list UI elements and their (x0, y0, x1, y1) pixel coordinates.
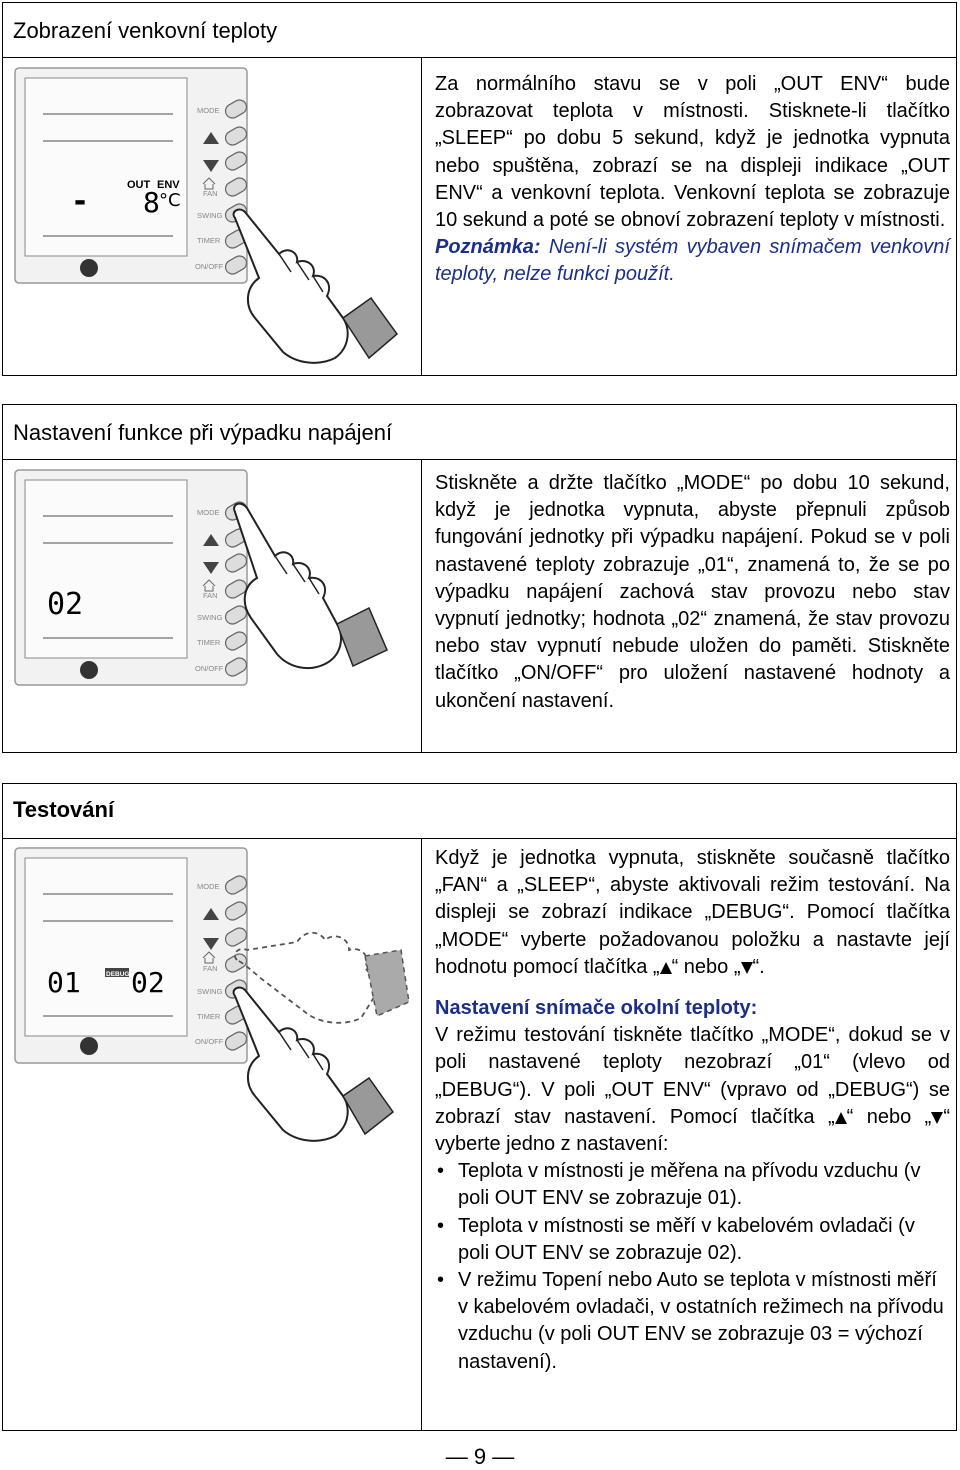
column-divider (421, 460, 422, 752)
button-label-fan: FAN (203, 189, 218, 198)
section-header (3, 784, 956, 839)
sleeve (343, 298, 397, 358)
section-text (435, 71, 950, 289)
page-number: — 9 — (445, 1444, 515, 1469)
controller-sensor (80, 661, 98, 679)
paragraph: Stiskněte a držte tlačítko „MODE“ po dobu 10 sekund, když je jednotka vypnuta, abyste přepnuli způsob fungování jednotky při výpadku napájení. Pokud se v poli nastavené teploty zobrazuje „01“, znamená to, že se po výpadku napájení zachová stav provozu nebo stav vypnutí jednotky; hodnota „02“ znamená, že stav provozu nebo stav vypnutí nebude uložen do paměti. Stiskněte tlačítko „ON/OFF“ pro uložení nastavené hodnoty a ukončení nastavení. (435, 472, 950, 712)
section-header (3, 405, 956, 460)
body-text-2: “ nebo „ (846, 1105, 932, 1128)
intro-text-2: “ nebo „ (671, 955, 741, 978)
section-title: Zobrazení venkovní teploty (13, 18, 278, 43)
up-arrow-icon (660, 962, 672, 974)
button-label-onoff: ON/OFF (195, 1037, 224, 1046)
display-value: 02 (47, 587, 84, 622)
section-text (435, 845, 950, 1376)
button-label-mode: MODE (197, 882, 220, 891)
section-power-failure (2, 404, 957, 753)
controller-sensor (80, 1037, 98, 1055)
section-text (435, 470, 950, 715)
down-arrow-icon (741, 962, 753, 974)
intro-text-1: Když je jednotka vypnuta, stiskněte současně tlačítko „FAN“ a „SLEEP“, abyste aktivovali režim testování. Na displeji se zobrazí indikace „DEBUG“. Pomocí tlačítka „MODE“ vyberte požadovanou položku a nastavte její hodnotu pomocí tlačítka „ (435, 847, 950, 978)
controller-figure-outdoor (13, 66, 413, 366)
button-label-onoff: ON/OFF (195, 262, 224, 271)
list-item: • Teplota v místnosti je měřena na přívodu vzduchu (v poli OUT ENV se zobrazuje 01). (435, 1158, 950, 1212)
down-arrow-icon (931, 1112, 943, 1124)
button-label-swing: SWING (197, 211, 223, 220)
display-env-label: ENV (157, 179, 180, 191)
button-label-onoff: ON/OFF (195, 664, 224, 673)
button-label-fan: FAN (203, 591, 218, 600)
display-left-value: 01 (47, 966, 81, 999)
hand-icon (234, 504, 341, 668)
controller-figure-testing (13, 846, 413, 1146)
hand-icon (234, 988, 348, 1141)
button-label-fan: FAN (203, 964, 218, 973)
button-label-timer: TIMER (197, 236, 221, 245)
sleeve (337, 608, 387, 666)
section-title: Nastavení funkce při výpadku napájení (13, 420, 393, 445)
display-right-value: 02 (131, 966, 165, 999)
section-header (3, 3, 956, 58)
display-panel (25, 78, 187, 256)
intro-text-3: “. (752, 955, 765, 978)
body-paragraph (435, 1022, 950, 1158)
subheading: Nastavení snímače okolní teploty: (435, 997, 758, 1020)
section-title: Testování (13, 797, 115, 822)
section-testing (2, 783, 957, 1431)
sleeve (343, 1078, 393, 1134)
body-text-3: “ vyberte jedno z nastavení: (435, 1105, 950, 1156)
display-panel (25, 858, 187, 1036)
button-label-swing: SWING (197, 987, 223, 996)
display-out-label: OUT (127, 179, 151, 191)
button-label-mode: MODE (197, 508, 220, 517)
display-temp-value: 8 (143, 186, 160, 219)
note-text: Není-li systém vybaven snímačem venkovní teploty, nelze funkci použít. (435, 236, 950, 286)
display-temp-unit: °C (159, 190, 181, 211)
body-text-1: V režimu testování tiskněte tlačítko „MODE“, dokud se v poli nastavené teploty nezobrazí „01“ (vlevo od „DEBUG“). V poli „OUT ENV“ (vpravo od „DEBUG“) se zobrazí stav nastavení. Pomocí tlačítka „ (435, 1024, 950, 1128)
column-divider (421, 58, 422, 376)
section-outdoor-temp (2, 2, 957, 376)
note (435, 234, 950, 288)
note-label: Poznámka: (435, 236, 541, 259)
sleeve-dashed (365, 950, 409, 1016)
display-left-char: - (71, 184, 90, 219)
controller-sensor (80, 259, 98, 277)
display-debug-label: DEBUG (106, 971, 130, 978)
hand-icon (234, 210, 348, 363)
controller-figure-power (13, 468, 413, 748)
list-item: • Teplota v místnosti se měří v kabelovém ovladači (v poli OUT ENV se zobrazuje 02). (435, 1213, 950, 1267)
up-arrow-icon (835, 1112, 847, 1124)
column-divider (421, 839, 422, 1430)
button-label-timer: TIMER (197, 1012, 221, 1021)
button-label-mode: MODE (197, 106, 220, 115)
button-label-swing: SWING (197, 613, 223, 622)
list-item: • V režimu Topení nebo Auto se teplota v místnosti měří v kabelovém ovladači, v ostatních režimech na přívodu vzduchu (v poli OUT ENV se zobrazuje 03 = výchozí nastavení). (435, 1267, 950, 1376)
display-panel (25, 480, 187, 658)
paragraph: Za normálního stavu se v poli „OUT ENV“ bude zobrazovat teplota v místnosti. Stisknete-li tlačítko „SLEEP“ po dobu 5 sekund, když je jednotka vypnuta nebo spuštěna, zobrazí se na displeji indikace „OUT ENV“ a venkovní teplota. Venkovní teplota se zobrazuje 10 sekund a poté se obnoví zobrazení teploty v místnosti. (435, 73, 950, 232)
settings-list (435, 1158, 950, 1376)
button-label-timer: TIMER (197, 638, 221, 647)
intro-paragraph (435, 845, 950, 981)
